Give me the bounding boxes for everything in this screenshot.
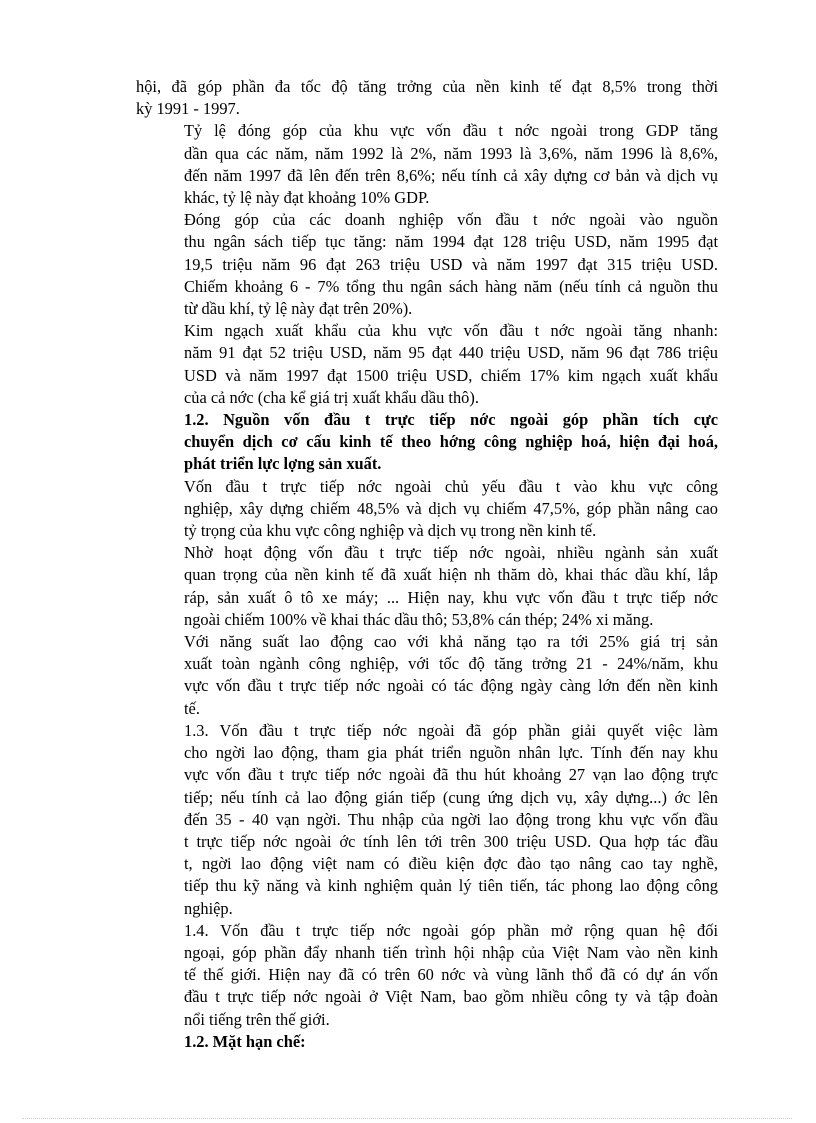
text-line: ngoài chiếm 100% về khai thác dầu thô; 53,8% cán thép; 24% xi măng.: [184, 609, 654, 629]
page-bottom-divider: [22, 1118, 792, 1119]
text-line: quan trọng của nền kinh tế đã xuất hiện nh thăm dò, khai thác dầu khí, lắp: [184, 565, 718, 585]
body-paragraph: [136, 631, 718, 720]
text-line: xuất toàn ngành công nghiệp, với tốc độ tăng trởng 21 - 24%/năm, khu: [184, 654, 718, 674]
text-line: 19,5 triệu năm 96 đạt 263 triệu USD và năm 1997 đạt 315 triệu USD.: [184, 254, 718, 274]
text-line: Kim ngạch xuất khẩu của khu vực vốn đầu t nớc ngoài tăng nhanh:: [184, 321, 718, 341]
document-body: [136, 76, 718, 1053]
text-line: thu ngân sách tiếp tục tăng: năm 1994 đạt 128 triệu USD, năm 1995 đạt: [184, 232, 718, 252]
text-line: USD và năm 1997 đạt 1500 triệu USD, chiếm 17% kim ngạch xuất khẩu: [184, 365, 718, 385]
body-paragraph: [136, 920, 718, 1031]
text-line: Vốn đầu t trực tiếp nớc ngoài chủ yếu đầu t vào khu vực công: [184, 476, 718, 496]
text-line: nổi tiếng trên thế giới.: [184, 1009, 330, 1029]
body-paragraph: [136, 320, 718, 409]
text-line: Tỷ lệ đóng góp của khu vực vốn đầu t nớc ngoài trong GDP tăng: [184, 121, 718, 141]
text-line: cho ngời lao động, tham gia phát triển nguồn nhân lực. Tính đến nay khu: [184, 743, 718, 763]
text-line: vực vốn đầu t trực tiếp nớc ngoài đã thu hút khoảng 27 vạn lao động trực: [184, 765, 718, 785]
text-line: t, ngời lao động việt nam có điều kiện đợc đào tạo nâng cao tay nghề,: [184, 854, 718, 874]
text-line: tiếp thu kỹ năng và kinh nghiệm quản lý tiên tiến, tác phong lao động công: [184, 876, 718, 896]
text-line: nghiệp, xây dựng chiếm 48,5% và dịch vụ chiếm 47,5%, góp phần nâng cao: [184, 498, 718, 518]
body-paragraph: [136, 720, 718, 920]
text-line: Nhờ hoạt động vốn đầu t trực tiếp nớc ngoài, nhiều ngành sản xuất: [184, 543, 718, 563]
body-paragraph: [136, 76, 718, 120]
text-line: tế.: [184, 698, 200, 718]
text-line: khác, tỷ lệ này đạt khoảng 10% GDP.: [184, 188, 430, 208]
text-line: đến 35 - 40 vạn ngời. Thu nhập của ngời lao động trong khu vực vốn đầu: [184, 809, 718, 829]
text-line: Chiếm khoảng 6 - 7% tổng thu ngân sách hàng năm (nếu tính cả nguồn thu: [184, 276, 718, 296]
text-line: 1.2. Mặt hạn chế:: [184, 1031, 306, 1051]
text-line: của cả nớc (cha kể giá trị xuất khẩu dầu thô).: [184, 387, 479, 407]
section-heading: [136, 409, 718, 476]
body-paragraph: [136, 476, 718, 543]
text-line: tỷ trọng của khu vực công nghiệp và dịch vụ trong nền kinh tế.: [184, 521, 597, 541]
text-line: t trực tiếp nớc ngoài ớc tính lên tới trên 300 triệu USD. Qua hợp tác đầu: [184, 831, 718, 851]
text-line: đến năm 1997 đã lên đến trên 8,6%; nếu tính cả xây dựng cơ bản và dịch vụ: [184, 165, 718, 185]
text-line: chuyển dịch cơ cấu kinh tế theo hớng công nghiệp hoá, hiện đại hoá,: [184, 432, 718, 452]
text-line: 1.3. Vốn đầu t trực tiếp nớc ngoài đã góp phần giải quyết việc làm: [184, 720, 718, 740]
text-line: từ dầu khí, tỷ lệ này đạt trên 20%).: [184, 299, 413, 319]
text-line: ngoại, góp phần đẩy nhanh tiến trình hội nhập của Việt Nam vào nền kinh: [184, 942, 718, 962]
text-line: kỳ 1991 - 1997.: [136, 99, 240, 119]
text-line: nghiệp.: [184, 898, 233, 918]
text-line: phát triển lực lợng sản xuất.: [184, 454, 382, 474]
text-line: Với năng suất lao động cao với khả năng tạo ra tới 25% giá trị sản: [184, 632, 718, 652]
text-line: dần qua các năm, năm 1992 là 2%, năm 1993 là 3,6%, năm 1996 là 8,6%,: [184, 143, 718, 163]
text-line: năm 91 đạt 52 triệu USD, năm 95 đạt 440 triệu USD, năm 96 đạt 786 triệu: [184, 343, 718, 363]
text-line: Đóng góp của các doanh nghiệp vốn đầu t nớc ngoài vào nguồn: [184, 210, 718, 230]
text-line: tiếp; nếu tính cả lao động gián tiếp (cung ứng dịch vụ, xây dựng...) ớc lên: [184, 787, 718, 807]
section-heading: [136, 1031, 718, 1053]
body-paragraph: [136, 209, 718, 320]
body-paragraph: [136, 542, 718, 631]
text-line: vực vốn đầu t trực tiếp nớc ngoài có tác động ngày càng lớn đến nền kinh: [184, 676, 718, 696]
text-line: đầu t trực tiếp nớc ngoài ở Việt Nam, bao gồm nhiều công ty và tập đoàn: [184, 987, 718, 1007]
text-line: hội, đã góp phần đa tốc độ tăng trởng của nền kinh tế đạt 8,5% trong thời: [136, 77, 718, 96]
text-line: 1.4. Vốn đầu t trực tiếp nớc ngoài góp phần mở rộng quan hệ đối: [184, 920, 718, 940]
body-paragraph: [136, 120, 718, 209]
text-line: 1.2. Nguồn vốn đầu t trực tiếp nớc ngoài góp phần tích cực: [184, 410, 718, 430]
text-line: tế thế giới. Hiện nay đã có trên 60 nớc và vùng lãnh thổ đã có dự án vốn: [184, 965, 718, 985]
text-line: ráp, sản xuất ô tô xe máy; ... Hiện nay, khu vực vốn đầu t trực tiếp nớc: [184, 587, 718, 607]
